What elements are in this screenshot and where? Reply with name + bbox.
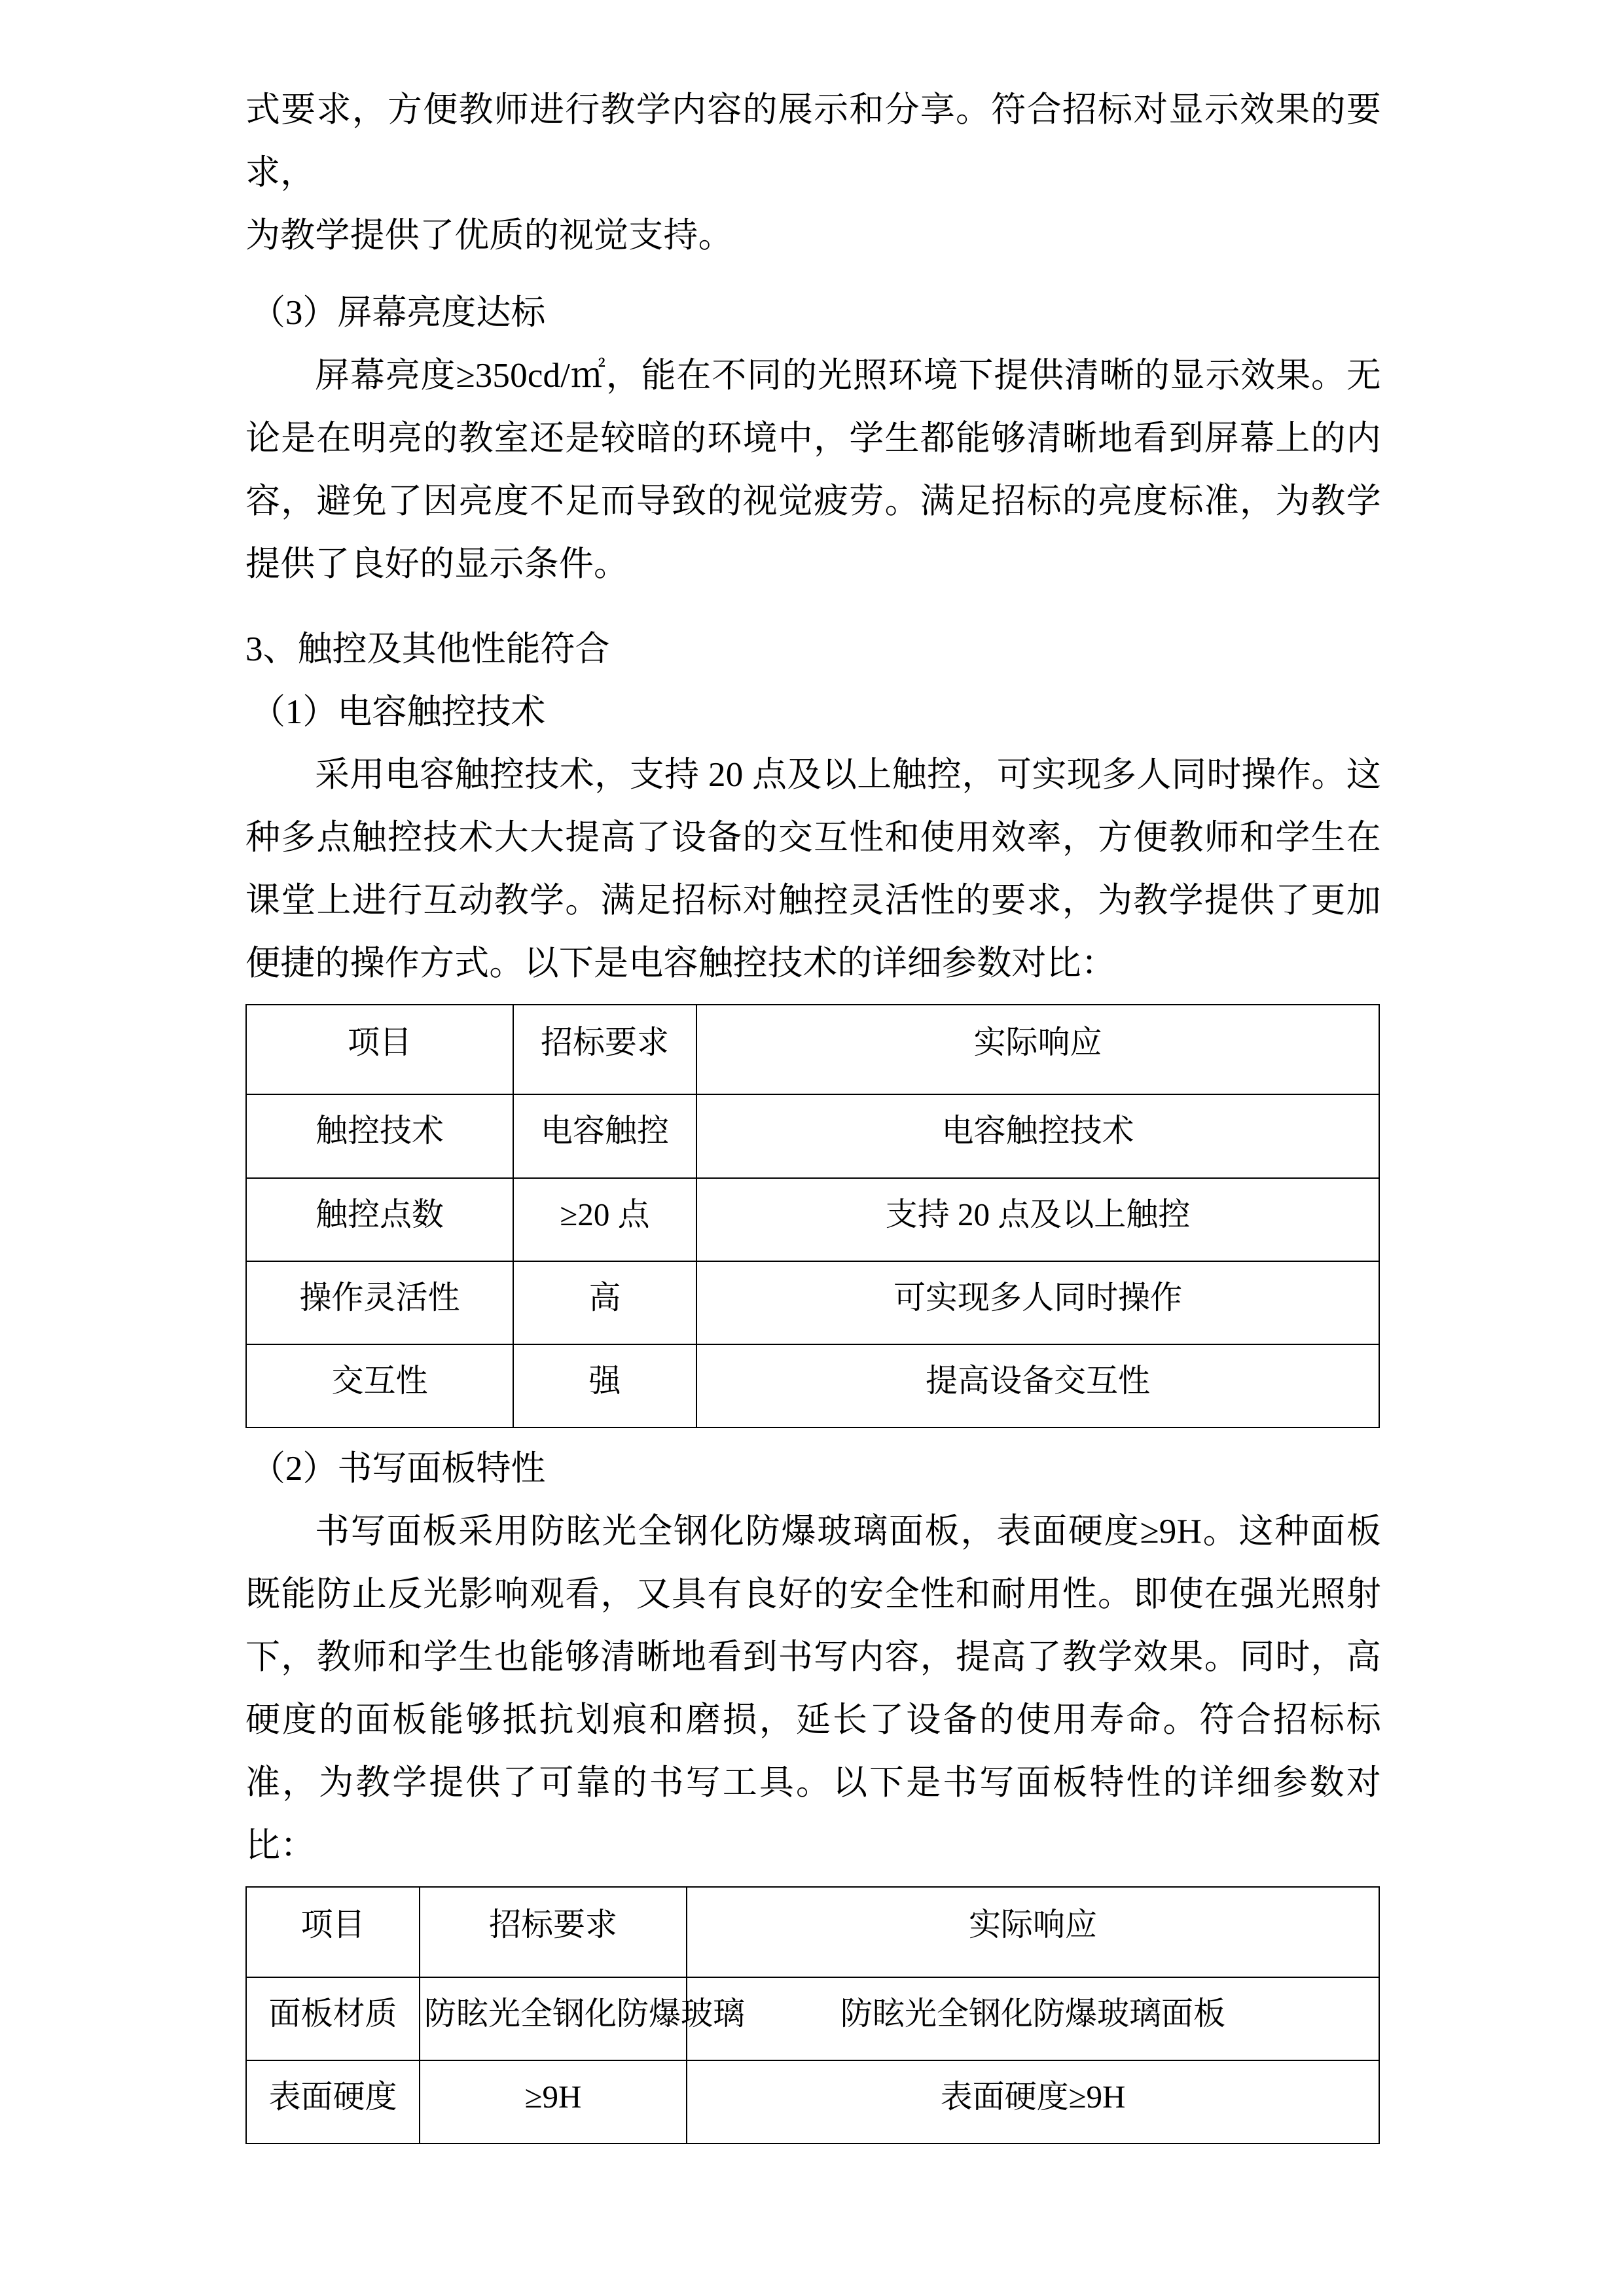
table-cell-item: 表面硬度 bbox=[246, 2060, 420, 2144]
table-row bbox=[246, 1344, 1379, 1427]
table-cell-item: 面板材质 bbox=[246, 1977, 420, 2060]
table-cell-requirement: ≥9H bbox=[420, 2060, 687, 2144]
spacer bbox=[245, 1428, 1381, 1437]
heading-3-1-capacitive-touch: （1）电容触控技术 bbox=[250, 693, 546, 731]
table-cell-requirement: 电容触控 bbox=[513, 1094, 696, 1177]
table-header-row bbox=[246, 1005, 1379, 1094]
table-row bbox=[246, 1977, 1379, 2060]
table-header-cell-item: 项目 bbox=[246, 1005, 513, 1094]
table-cell-response: 电容触控技术 bbox=[696, 1094, 1379, 1177]
heading-3-touch-and-other: 3、触控及其他性能符合 bbox=[245, 630, 610, 668]
table-cell-response: 防眩光全钢化防爆玻璃面板 bbox=[687, 1977, 1379, 2060]
table-cell-requirement: 防眩光全钢化防爆玻璃 bbox=[420, 1977, 687, 2060]
table-header-cell-item: 项目 bbox=[246, 1887, 420, 1977]
heading-3-1-brightness: （3）屏幕亮度达标 bbox=[250, 294, 546, 332]
table-header-cell-response: 实际响应 bbox=[696, 1005, 1379, 1094]
paragraph-continuation-line-1: 式要求，方便教师进行教学内容的展示和分享。符合招标对显示效果的要求， bbox=[245, 91, 1381, 192]
paragraph-continuation-line-2: 为教学提供了优质的视觉支持。 bbox=[245, 217, 733, 255]
spacer bbox=[245, 1877, 1381, 1886]
spacer bbox=[245, 596, 1381, 618]
table-row bbox=[246, 1178, 1379, 1261]
table-header-cell-response: 实际响应 bbox=[687, 1887, 1379, 1977]
table-cell-response: 提高设备交互性 bbox=[696, 1344, 1379, 1427]
spacer bbox=[245, 267, 1381, 281]
paragraph-capacitive-touch: 采用电容触控技术，支持 20 点及以上触控，可实现多人同时操作。这种多点触控技术大大提高了设备的交互性和使用效率，方便教师和学生在课堂上进行互动教学。满足招标对触控灵活性的要求，为教学提供了更加便捷的操作方式。以下是电容触控技术的详细参数对比： bbox=[245, 756, 1381, 982]
table-cell-response: 支持 20 点及以上触控 bbox=[696, 1178, 1379, 1261]
table-panel-parameters bbox=[245, 1886, 1380, 2144]
table-cell-requirement: 高 bbox=[513, 1261, 696, 1344]
table-row bbox=[246, 1261, 1379, 1344]
table-touch-parameters bbox=[245, 1004, 1380, 1428]
table-cell-item: 触控点数 bbox=[246, 1178, 513, 1261]
table-header-cell-requirement: 招标要求 bbox=[513, 1005, 696, 1094]
heading-3-2-writing-panel: （2）书写面板特性 bbox=[250, 1450, 546, 1488]
paragraph-writing-panel: 书写面板采用防眩光全钢化防爆玻璃面板，表面硬度≥9H。这种面板既能防止反光影响观看，又具有良好的安全性和耐用性。即使在强光照射下，教师和学生也能够清晰地看到书写内容，提高了教学效果。同时，高硬度的面板能够抵抗划痕和磨损，延长了设备的使用寿命。符合招标标准，为教学提供了可靠的书写工具。以下是书写面板特性的详细参数对比： bbox=[245, 1513, 1381, 1865]
table-cell-requirement: 强 bbox=[513, 1344, 696, 1427]
table-row bbox=[246, 2060, 1379, 2144]
table-cell-item: 触控技术 bbox=[246, 1094, 513, 1177]
table-header-cell-requirement: 招标要求 bbox=[420, 1887, 687, 1977]
spacer bbox=[245, 995, 1381, 1004]
paragraph-brightness: 屏幕亮度≥350cd/㎡，能在不同的光照环境下提供清晰的显示效果。无论是在明亮的教室还是较暗的环境中，学生都能够清晰地看到屏幕上的内容，避免了因亮度不足而导致的视觉疲劳。满足招标的亮度标准，为教学提供了良好的显示条件。 bbox=[245, 357, 1381, 583]
table-row bbox=[246, 1094, 1379, 1177]
table-cell-response: 表面硬度≥9H bbox=[687, 2060, 1379, 2144]
table-cell-response: 可实现多人同时操作 bbox=[696, 1261, 1379, 1344]
table-cell-requirement: ≥20 点 bbox=[513, 1178, 696, 1261]
table-header-row bbox=[246, 1887, 1379, 1977]
table-cell-item: 操作灵活性 bbox=[246, 1261, 513, 1344]
table-cell-item: 交互性 bbox=[246, 1344, 513, 1427]
